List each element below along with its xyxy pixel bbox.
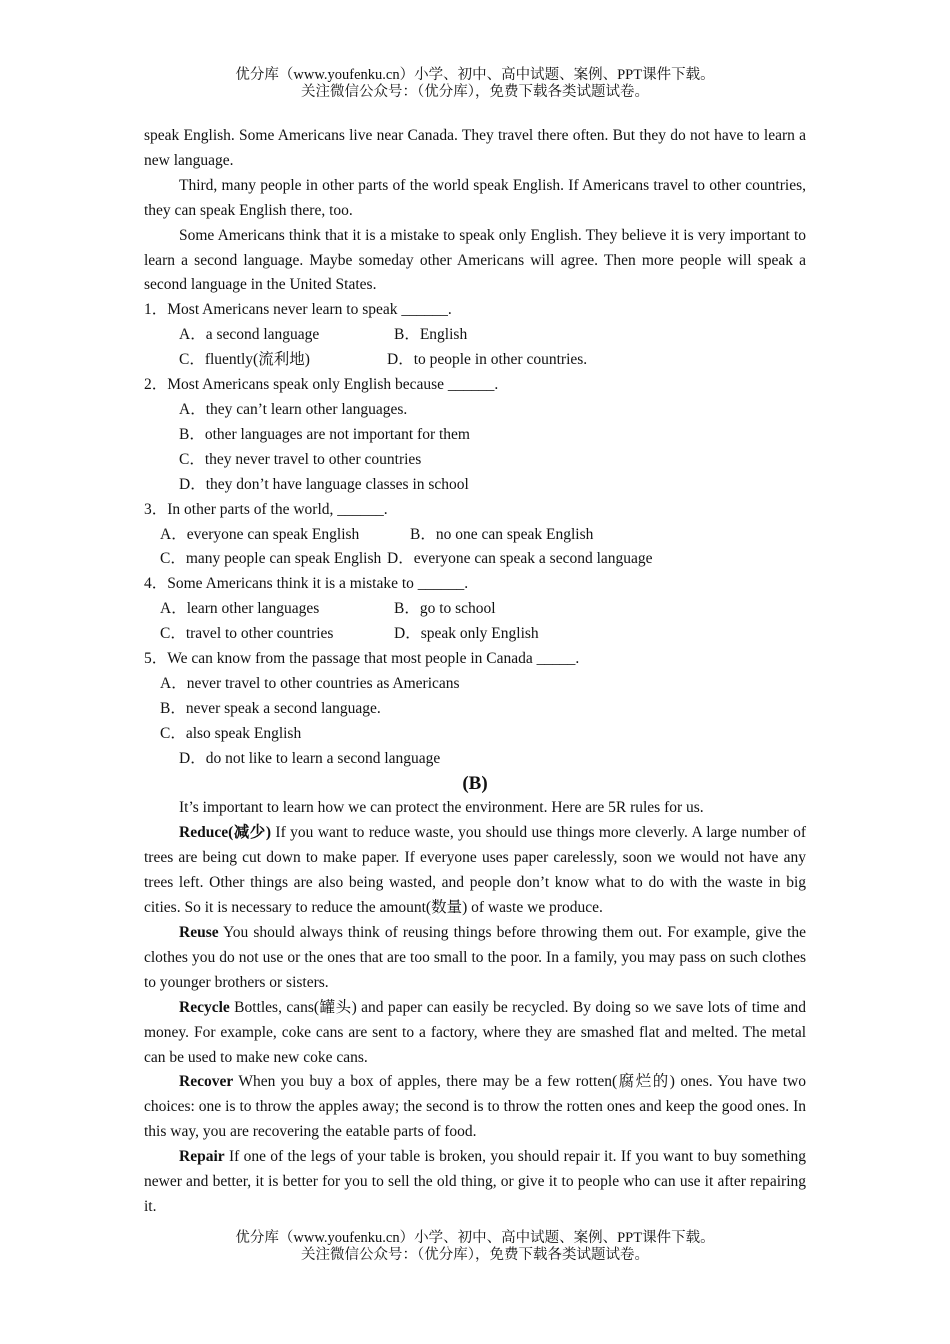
rule-recover bbox=[144, 1070, 806, 1145]
rule-text: You should always think of reusing things before throwing them out. For example, give the clothes you do not use or the ones that are too small to the poor. In a family, you may pass on such clothes to younger brothers or sisters. bbox=[144, 924, 806, 991]
option-b: B．never speak a second language. bbox=[160, 699, 381, 717]
option-d: D．speak only English bbox=[394, 625, 539, 643]
page-footer bbox=[0, 1230, 950, 1264]
option-c: C．travel to other countries bbox=[160, 625, 334, 643]
section-b-title: (B) bbox=[462, 772, 488, 794]
question-stem: 3．In other parts of the world, ______. bbox=[144, 500, 388, 518]
question-5 bbox=[144, 647, 806, 772]
question-stem: 1．Most Americans never learn to speak ______. bbox=[144, 301, 452, 319]
footer-line-1: 优分库（www.youfenku.cn）小学、初中、高中试题、案例、PPT课件下载。 bbox=[235, 1230, 715, 1246]
option-d: D．they don’t have language classes in school bbox=[179, 475, 469, 493]
question-4 bbox=[144, 572, 806, 647]
option-d: D．do not like to learn a second language bbox=[179, 749, 441, 767]
rule-term: Recover bbox=[179, 1073, 234, 1091]
rule-text: If you want to reduce waste, you should use things more cleverly. A large number of trees are being cut down to make paper. If everyone uses paper carelessly, soon we would not have any trees left. Other things are also being wasted, and people don’t know what to do with the waste in big cities. So it is necessary to reduce the amount(数量) of waste we produce. bbox=[144, 824, 806, 917]
rule-text: Bottles, cans(罐头) and paper can easily be recycled. By doing so we save lots of time and money. For example, coke cans are sent to a factory, where they are smashed flat and melted. The metal can be used to make new coke cans. bbox=[144, 998, 807, 1066]
question-3 bbox=[144, 498, 806, 573]
header-line-1: 优分库（www.youfenku.cn）小学、初中、高中试题、案例、PPT课件下载。 bbox=[235, 67, 715, 83]
section-b-intro: It’s important to learn how we can protect the environment. Here are 5R rules for us. bbox=[179, 799, 704, 817]
option-c: C．they never travel to other countries bbox=[179, 450, 422, 468]
option-a: A．they can’t learn other languages. bbox=[179, 400, 408, 418]
question-stem: 4．Some Americans think it is a mistake to ______. bbox=[144, 575, 469, 593]
option-b: B．English bbox=[394, 326, 468, 344]
option-c: C．also speak English bbox=[160, 724, 302, 742]
rule-reuse bbox=[144, 921, 806, 996]
option-b: B．go to school bbox=[394, 600, 496, 618]
rule-term: Recycle bbox=[179, 998, 230, 1016]
rule-text: When you buy a box of apples, there may be a few rotten(腐烂的) ones. You have two choices: one is to throw the apples away; the second is to throw the rotten ones and keep the good ones. In this way, you are recovering the eatable parts of food. bbox=[144, 1073, 806, 1141]
rule-term: Reduce(减少) bbox=[179, 824, 271, 842]
document-body bbox=[144, 124, 806, 1220]
option-a: A．never travel to other countries as Americans bbox=[160, 674, 460, 692]
option-c: C．fluently(流利地) bbox=[179, 351, 310, 369]
rule-recycle bbox=[144, 996, 806, 1071]
option-a: A．learn other languages bbox=[160, 600, 320, 618]
rule-term: Repair bbox=[179, 1148, 225, 1166]
header-line-2: 关注微信公众号：（优分库），免费下载各类试题试卷。 bbox=[301, 84, 649, 100]
option-a: A．a second language bbox=[179, 326, 320, 344]
question-stem: 2．Most Americans speak only English because ______. bbox=[144, 376, 499, 394]
page-header bbox=[0, 67, 950, 101]
question-1 bbox=[144, 298, 806, 373]
option-d: D．to people in other countries. bbox=[387, 351, 588, 369]
option-b: B．no one can speak English bbox=[410, 525, 594, 543]
option-b: B．other languages are not important for them bbox=[179, 425, 470, 443]
rule-reduce bbox=[144, 821, 806, 921]
rule-text: If one of the legs of your table is broken, you should repair it. If you want to buy something newer and better, it is better for you to sell the old thing, or give it to people who can use it after repairing it. bbox=[144, 1148, 807, 1215]
option-a: A．everyone can speak English bbox=[160, 525, 360, 543]
rule-repair bbox=[144, 1145, 806, 1220]
question-2 bbox=[144, 373, 806, 498]
passage-a-paragraph: Third, many people in other parts of the world speak English. If Americans travel to other countries, they can speak English there, too. bbox=[144, 176, 806, 219]
footer-line-2: 关注微信公众号：（优分库），免费下载各类试题试卷。 bbox=[301, 1247, 649, 1263]
rule-term: Reuse bbox=[179, 924, 219, 941]
passage-a-paragraph: speak English. Some Americans live near Canada. They travel there often. But they do not have to learn a new language. bbox=[144, 127, 806, 169]
passage-a-paragraph: Some Americans think that it is a mistake to speak only English. They believe it is very important to learn a second language. Maybe someday other Americans will agree. Then more people will speak a second language in the United States. bbox=[144, 226, 806, 294]
question-stem: 5．We can know from the passage that most people in Canada _____. bbox=[144, 650, 580, 668]
option-c: C．many people can speak English bbox=[160, 550, 382, 568]
option-d: D．everyone can speak a second language bbox=[387, 550, 653, 568]
